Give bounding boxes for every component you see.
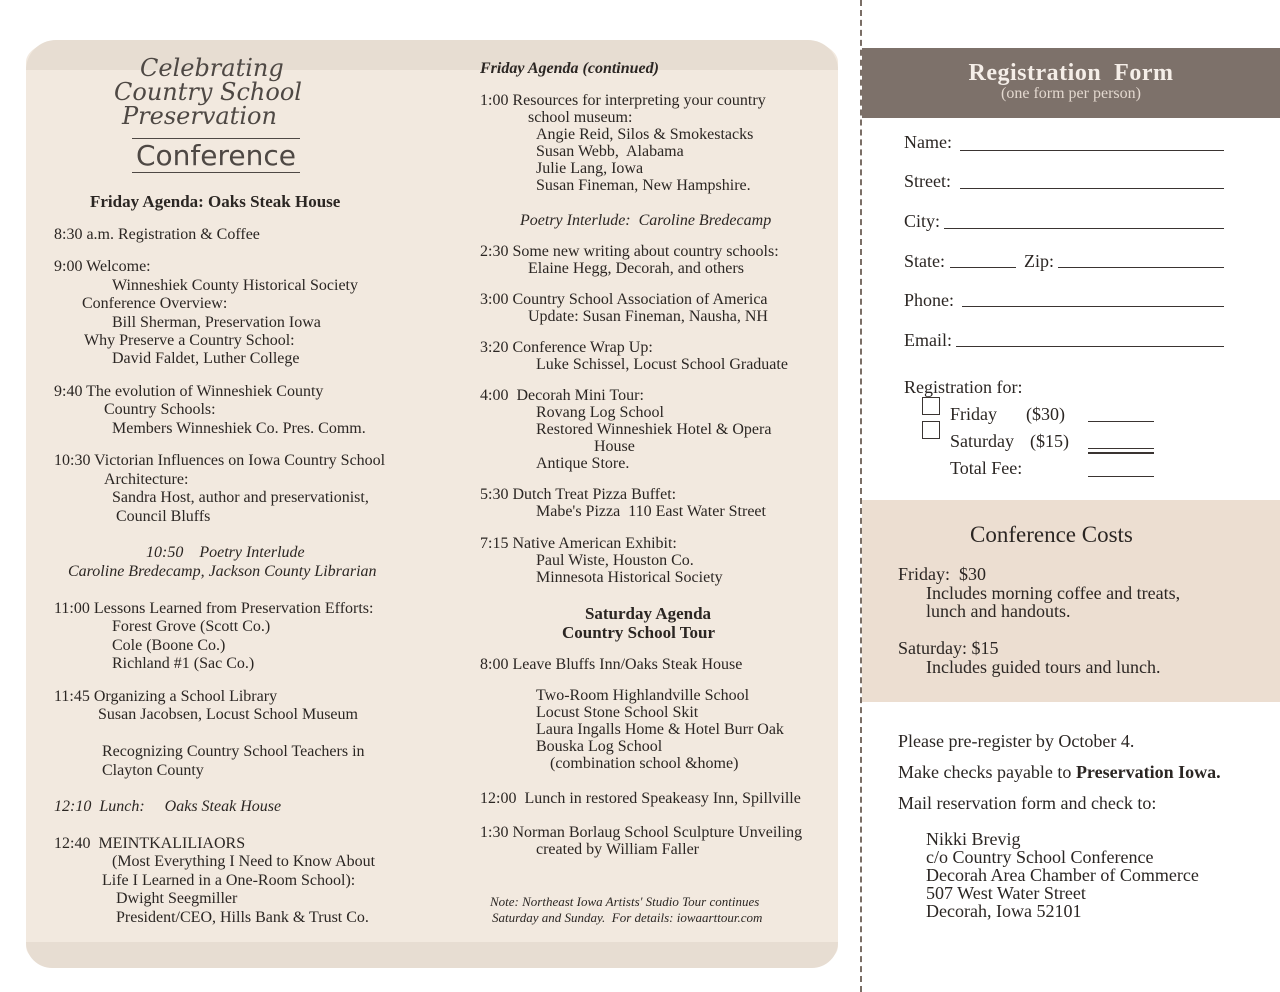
agenda-item: Sandra Host, author and preservationist, (112, 489, 369, 506)
agenda-item: Country Schools: (104, 401, 216, 418)
agenda-item: Life I Learned in a One-Room School): (102, 872, 356, 889)
zip-field[interactable] (1058, 267, 1224, 268)
agenda-item: created by William Faller (536, 841, 699, 858)
phone-field[interactable] (962, 306, 1224, 307)
agenda-item: 3:00 Country School Association of America (480, 291, 768, 308)
saturday-fee-field[interactable] (1088, 448, 1154, 449)
agenda-item: Paul Wiste, Houston Co. (536, 552, 694, 569)
city-field[interactable] (944, 228, 1224, 229)
friday-price: ($30) (1026, 404, 1065, 424)
agenda-item: 8:00 Leave Bluffs Inn/Oaks Steak House (480, 656, 743, 673)
studio-tour-note-1: Note: Northeast Iowa Artists' Studio Tour continues (490, 894, 760, 909)
saturday-price: ($15) (1030, 431, 1069, 451)
friday-continued-title: Friday Agenda (continued) (480, 60, 659, 77)
street-field[interactable] (960, 188, 1224, 189)
saturday-title: Saturday Agenda (584, 604, 712, 623)
address-line: 507 West Water Street (926, 883, 1086, 903)
mailing-address (926, 830, 1199, 920)
payee-name: Preservation Iowa. (1075, 762, 1221, 782)
agenda-item: Susan Jacobsen, Locust School Museum (98, 706, 358, 723)
logo-line-3: Preservation (122, 102, 277, 130)
friday-cost-desc-1: Includes morning coffee and treats, (926, 583, 1181, 603)
agenda-item: Poetry Interlude: Caroline Bredecamp (520, 212, 772, 229)
saturday-checkbox[interactable] (922, 421, 940, 439)
agenda-item: Angie Reid, Silos & Smokestacks (536, 126, 754, 143)
agenda-item: Clayton County (102, 762, 204, 779)
agenda-item: 9:40 The evolution of Winneshiek County (54, 383, 324, 400)
cut-line (860, 0, 862, 992)
agenda-item: Mabe's Pizza 110 East Water Street (536, 503, 766, 520)
street-label: Street: (904, 171, 951, 191)
mail-to-note: Mail reservation form and check to: (898, 793, 1157, 813)
friday-fee-field[interactable] (1088, 421, 1154, 422)
agenda-item: Bill Sherman, Preservation Iowa (112, 314, 321, 331)
agenda-item: Antique Store. (536, 455, 630, 472)
saturday-subtitle: Country School Tour (562, 623, 716, 642)
state-label: State: (904, 251, 945, 271)
saturday-option-label: Saturday (950, 431, 1014, 451)
panel-bottom-curl (26, 942, 838, 968)
pre-register-note: Please pre-register by October 4. (898, 731, 1135, 751)
agenda-item: 1:00 Resources for interpreting your country (480, 92, 766, 109)
agenda-item: 4:00 Decorah Mini Tour: (480, 387, 644, 404)
email-field[interactable] (956, 346, 1224, 347)
friday-checkbox[interactable] (922, 397, 940, 415)
state-field[interactable] (950, 267, 1016, 268)
agenda-item: 9:00 Welcome: (54, 258, 151, 275)
agenda-item: Architecture: (104, 471, 189, 488)
agenda-item: 12:40 MEINTKALILIAORS (54, 835, 246, 852)
registration-for-label: Registration for: (904, 377, 1023, 397)
agenda-item: Minnesota Historical Society (536, 569, 723, 586)
agenda-item: school museum: (528, 109, 633, 126)
registration-title: Registration Form (968, 60, 1174, 86)
agenda-item: (combination school &home) (550, 755, 739, 772)
agenda-item: Elaine Hegg, Decorah, and others (528, 260, 744, 277)
agenda-item: 10:30 Victorian Influences on Iowa Country School (54, 452, 386, 469)
agenda-item: Richland #1 (Sac Co.) (112, 655, 255, 672)
name-field[interactable] (960, 150, 1224, 151)
conference-logo (110, 56, 340, 172)
agenda-item: Council Bluffs (116, 508, 211, 525)
agenda-item: Winneshiek County Historical Society (112, 277, 358, 294)
agenda-item: Forest Grove (Scott Co.) (112, 618, 271, 635)
total-fee-label: Total Fee: (950, 458, 1023, 478)
agenda-item: Recognizing Country School Teachers in (102, 743, 365, 760)
agenda-item: Two-Room Highlandville School (536, 687, 750, 704)
agenda-item: David Faldet, Luther College (112, 350, 300, 367)
total-rule (1088, 452, 1154, 454)
address-line: Decorah, Iowa 52101 (926, 901, 1082, 921)
friday-option-label: Friday (950, 404, 997, 424)
agenda-item: 2:30 Some new writing about country schools: (480, 243, 779, 260)
logo-line-2: Country School (114, 78, 302, 106)
agenda-item: 7:15 Native American Exhibit: (480, 535, 677, 552)
agenda-item: 8:30 a.m. Registration & Coffee (54, 226, 260, 243)
total-fee-field[interactable] (1088, 476, 1154, 477)
saturday-cost: Saturday: $15 (898, 638, 999, 658)
agenda-item: Susan Fineman, New Hampshire. (536, 177, 751, 194)
agenda-item: Luke Schissel, Locust School Graduate (536, 356, 788, 373)
city-label: City: (904, 211, 941, 231)
agenda-item: Members Winneshiek Co. Pres. Comm. (112, 420, 366, 437)
logo-line-4: Conference (132, 138, 300, 173)
conference-costs-panel (862, 500, 1280, 702)
agenda-item: Conference Overview: (82, 295, 228, 312)
address-line: Nikki Brevig (926, 829, 1021, 849)
registration-header (862, 48, 1280, 118)
conference-costs-title: Conference Costs (970, 522, 1133, 547)
agenda-item: President/CEO, Hills Bank & Trust Co. (116, 909, 369, 926)
studio-tour-note-2: Saturday and Sunday. For details: iowaarttour.com (492, 910, 763, 925)
agenda-item: 1:30 Norman Borlaug School Sculpture Unveiling (480, 824, 803, 841)
zip-label: Zip: (1024, 251, 1054, 271)
address-line: c/o Country School Conference (926, 847, 1154, 867)
agenda-item: 11:00 Lessons Learned from Preservation Efforts: (54, 600, 374, 617)
agenda-item: Laura Ingalls Home & Hotel Burr Oak (536, 721, 784, 738)
agenda-item: Dwight Seegmiller (116, 890, 238, 907)
agenda-item: 10:50 Poetry Interlude (146, 544, 305, 561)
agenda-item: 12:00 Lunch in restored Speakeasy Inn, Spillville (480, 790, 801, 807)
agenda-item: (Most Everything I Need to Know About (112, 853, 376, 870)
agenda-item: Why Preserve a Country School: (84, 332, 295, 349)
agenda-item: 12:10 Lunch: Oaks Steak House (54, 798, 282, 815)
address-line: Decorah Area Chamber of Commerce (926, 865, 1199, 885)
name-label: Name: (904, 132, 952, 152)
agenda-item: Rovang Log School (536, 404, 664, 421)
agenda-item: Julie Lang, Iowa (536, 160, 644, 177)
agenda-item: 3:20 Conference Wrap Up: (480, 339, 653, 356)
agenda-item: Susan Webb, Alabama (536, 143, 684, 160)
saturday-cost-desc: Includes guided tours and lunch. (926, 657, 1161, 677)
email-label: Email: (904, 330, 952, 350)
registration-subtitle: (one form per person) (1001, 85, 1141, 102)
agenda-item: Locust Stone School Skit (536, 704, 699, 721)
agenda-item: House (594, 438, 635, 455)
agenda-item: Cole (Boone Co.) (112, 637, 226, 654)
agenda-item: Update: Susan Fineman, Nausha, NH (528, 308, 768, 325)
agenda-item: 5:30 Dutch Treat Pizza Buffet: (480, 486, 677, 503)
agenda-item: Bouska Log School (536, 738, 663, 755)
logo-line-1: Celebrating (140, 54, 284, 82)
checks-payable-line (898, 762, 1221, 783)
agenda-item: 11:45 Organizing a School Library (54, 688, 278, 705)
agenda-item: Restored Winneshiek Hotel & Opera (536, 421, 772, 438)
checks-payable-text: Make checks payable to (898, 762, 1072, 782)
friday-cost-desc-2: lunch and handouts. (926, 601, 1071, 621)
agenda-item: Caroline Bredecamp, Jackson County Librarian (68, 563, 377, 580)
friday-agenda-title: Friday Agenda: Oaks Steak House (90, 192, 341, 211)
phone-label: Phone: (904, 290, 955, 310)
friday-cost: Friday: $30 (898, 564, 986, 584)
